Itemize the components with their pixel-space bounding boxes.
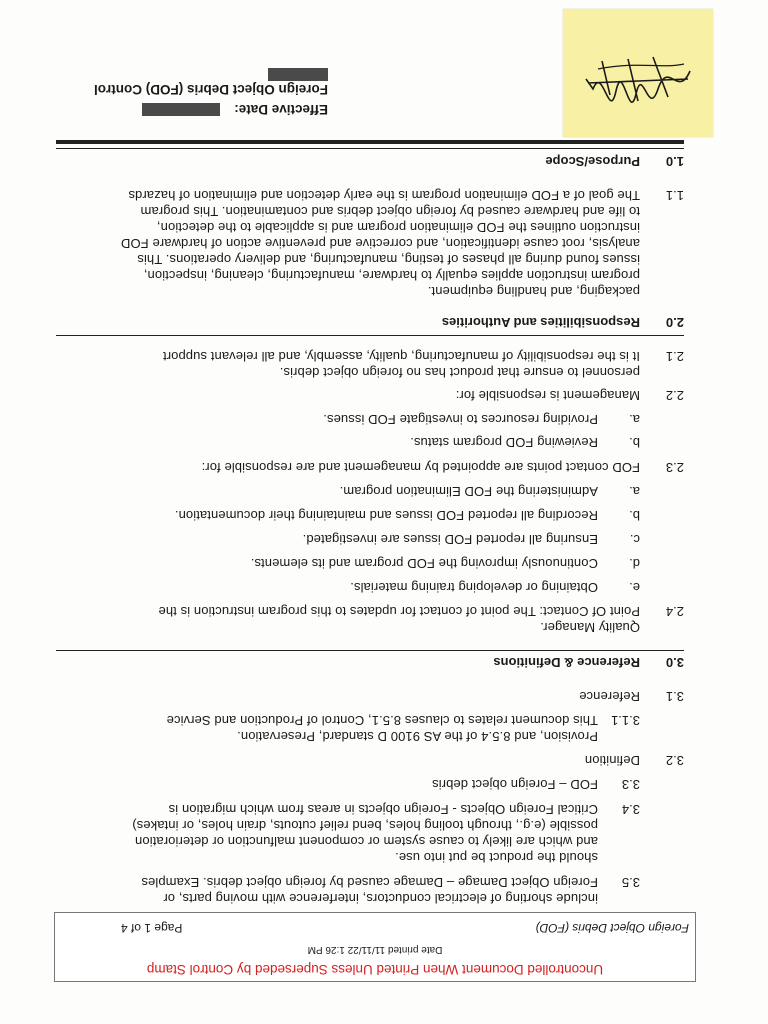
section-rule	[56, 650, 684, 651]
paragraph-line: Point Of Contact: The point of contact for updates to this program instruction is the	[158, 604, 640, 619]
paragraph-line: packaging, and handling equipment.	[427, 284, 640, 299]
paragraph-line: should the product be put into use.	[395, 850, 598, 865]
list-item: Administering the FOD Elimination program.	[339, 484, 598, 499]
paragraph-line: issues found during all phases of testing, manufacturing, and delivery operations. This	[137, 252, 640, 267]
paragraph-line: analysis, root cause identification, and corrective and preventive action of hardware FOD	[120, 236, 640, 251]
list-letter: e.	[629, 580, 640, 595]
document-title: Foreign Object Debris (FOD) Control	[93, 82, 328, 97]
paragraph-line: Provision, and 8.5.4 of the AS 9100 D standard, Preservation.	[237, 729, 598, 744]
redacted-effective-date	[142, 103, 220, 116]
header-rule-thin	[56, 148, 684, 149]
signature-scribble	[578, 44, 698, 119]
paragraph-number: 3.2	[665, 753, 684, 768]
list-letter: b.	[629, 435, 640, 450]
list-item: Ensuring all reported FOD issues are investigated.	[302, 532, 598, 547]
paragraph-line: Foreign Object Damage – Damage caused by foreign object debris. Examples	[141, 875, 598, 890]
paragraph-number: 3.4	[621, 802, 640, 817]
paragraph-number: 3.1	[665, 689, 684, 704]
paragraph-number: 1.1	[665, 188, 684, 203]
section-title: Responsibilities and Authorities	[441, 315, 640, 330]
paragraph-line: The goal of a FOD elimination program is the early detection and elimination of hazards	[128, 188, 640, 203]
paragraph-number: 2.1	[665, 349, 684, 364]
paragraph-line: It is the responsibility of manufacturing, quality, assembly, and all relevant support	[162, 349, 640, 364]
header-rule	[56, 140, 684, 144]
paragraph-number: 2.3	[665, 460, 684, 475]
paragraph-line: possible (e.g., through tooling holes, bend relief cutouts, drain holes, or intakes)	[132, 818, 598, 833]
section-rule	[56, 335, 684, 336]
paragraph-line: personnel to ensure that product has no foreign object debris.	[279, 365, 640, 380]
section-number: 1.0	[665, 154, 684, 169]
footer-document-name: Foreign Object Debris (FOD)	[535, 921, 689, 935]
section-number: 3.0	[665, 655, 684, 670]
paragraph-line: FOD contact points are appointed by management and are responsible for:	[201, 460, 640, 475]
paragraph-number: 3.5	[621, 875, 640, 890]
paragraph-line: Definition	[584, 753, 640, 768]
paragraph-number: 2.2	[665, 388, 684, 403]
paragraph-line: Reference	[579, 689, 640, 704]
section-number: 2.0	[665, 315, 684, 330]
list-letter: a.	[629, 484, 640, 499]
section-title: Reference & Definitions	[493, 655, 640, 670]
paragraph-line: include shorting of electrical conductors, interference with moving parts, or	[163, 891, 598, 906]
paragraph-number: 2.4	[665, 604, 684, 619]
paragraph-line: to life and hardware caused by foreign object debris and contamination. This program	[140, 204, 640, 219]
paragraph-line: This document relates to clauses 8.5.1, Control of Production and Service	[166, 713, 598, 728]
paragraph-number: 3.1.1	[611, 713, 640, 728]
paragraph-line: program instruction applies equally to hardware, manufacturing, cleaning, inspection,	[143, 268, 640, 283]
list-letter: d.	[629, 556, 640, 571]
paragraph-line: Critical Foreign Objects - Foreign objects in areas from which migration is	[168, 802, 598, 817]
paragraph-line: FOD – Foreign object debris	[432, 777, 598, 792]
page-number: Page 1 of 4	[121, 921, 183, 935]
list-letter: c.	[629, 532, 640, 547]
control-stamp-notice: Uncontrolled Document When Printed Unless Superseded by Control Stamp	[146, 962, 604, 977]
date-printed: Date printed 11/11/22 1:26 PM	[307, 944, 443, 955]
section-title: Purpose/Scope	[545, 154, 640, 169]
list-item: Continuously improving the FOD program and its elements.	[250, 556, 598, 571]
list-item: Providing resources to investigate FOD issues.	[323, 412, 598, 427]
paragraph-line: instruction outlines the FOD elimination program and is applicable to the detection,	[156, 220, 640, 235]
footer-box	[54, 912, 696, 982]
list-item: Reviewing FOD program status.	[410, 435, 598, 450]
list-letter: b.	[629, 508, 640, 523]
paragraph-line: Management is responsible for:	[455, 388, 640, 403]
effective-date-label: Effective Date:	[234, 102, 328, 117]
paragraph-line: Quality Manager.	[540, 620, 640, 635]
redacted-doc-number	[268, 68, 328, 81]
list-letter: a.	[629, 412, 640, 427]
list-item: Recording all reported FOD issues and maintaining their documentation.	[174, 508, 598, 523]
paragraph-number: 3.3	[621, 777, 640, 792]
list-item: Obtaining or developing training materials.	[350, 580, 598, 595]
paragraph-line: and which are likely to cause system or component malfunction or deterioration	[134, 834, 598, 849]
